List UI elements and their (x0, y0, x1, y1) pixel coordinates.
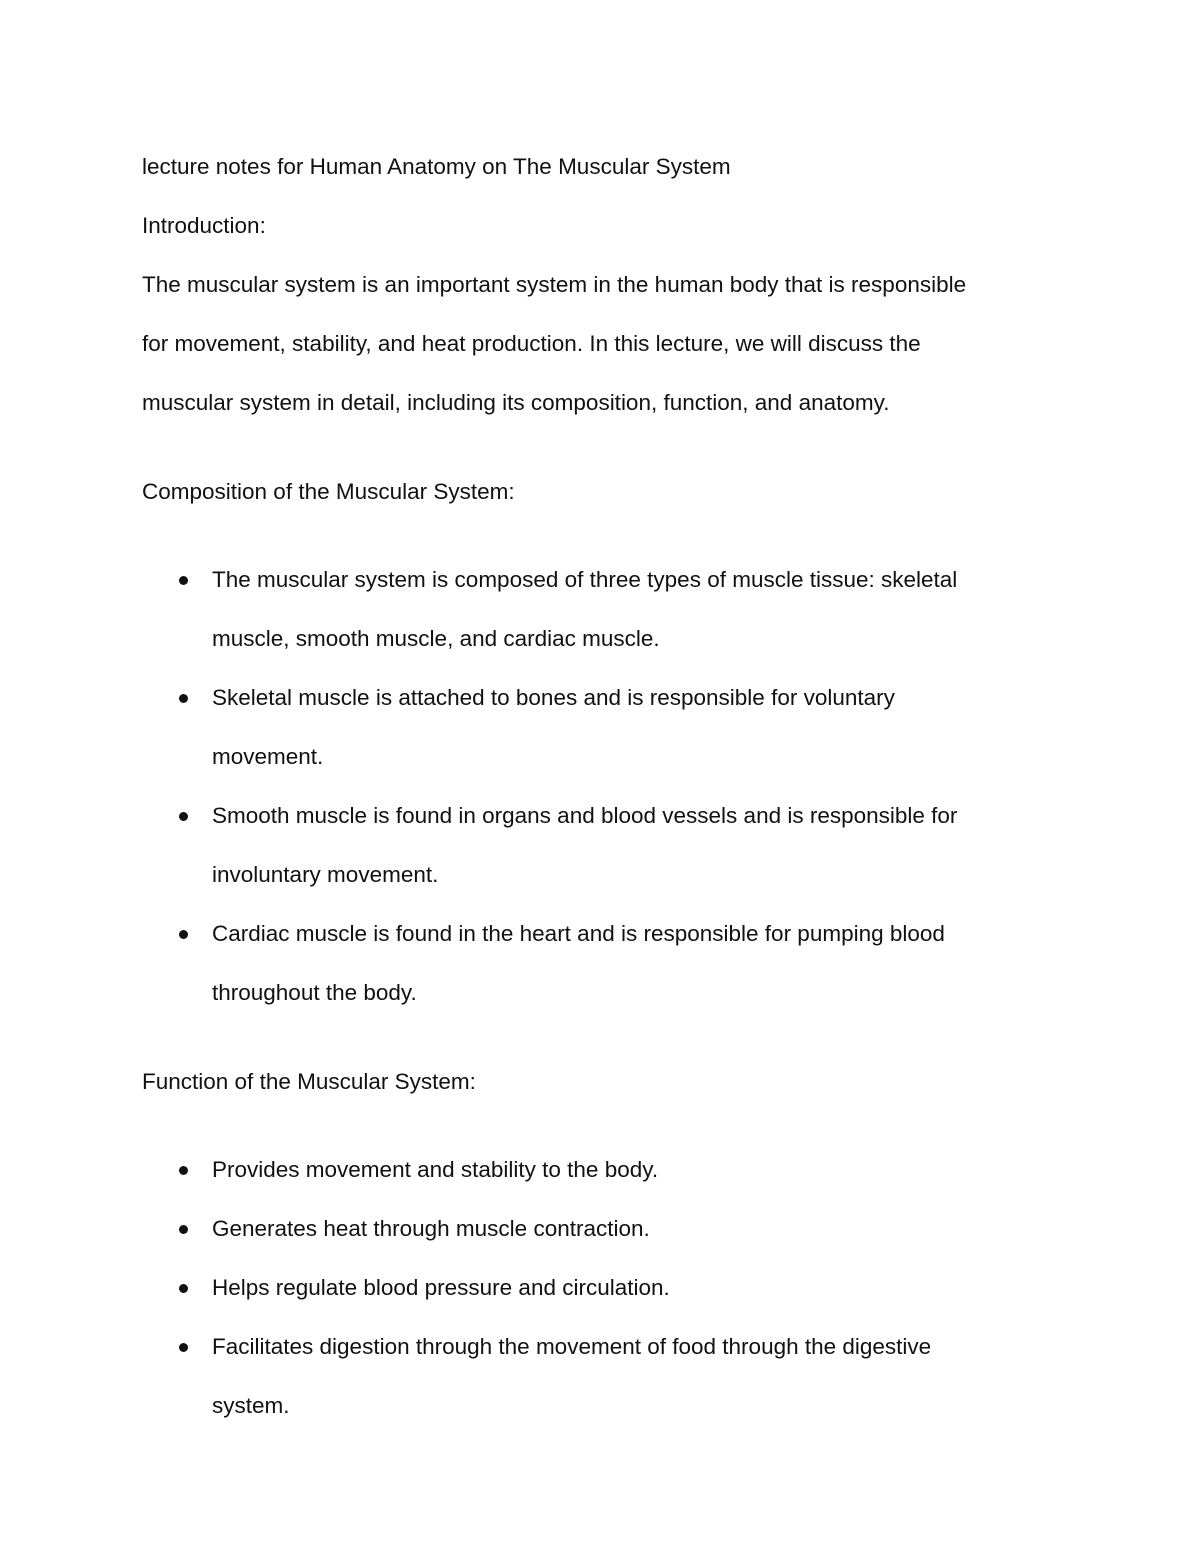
document-body (142, 137, 1082, 1435)
spacer (142, 1111, 1082, 1140)
list-item (142, 668, 1082, 786)
bullet-dot-icon (179, 812, 188, 821)
list-item-text: Generates heat through muscle contraction. (212, 1216, 650, 1241)
intro-heading: Introduction: (142, 213, 266, 238)
bullet-dot-icon (179, 576, 188, 585)
list-item-text: muscle, smooth muscle, and cardiac muscle. (212, 626, 660, 651)
composition-heading: Composition of the Muscular System: (142, 479, 515, 504)
list-item-text: Helps regulate blood pressure and circulation. (212, 1275, 670, 1300)
intro-line: The muscular system is an important system in the human body that is responsible (142, 272, 967, 297)
bullet-dot-icon (179, 930, 188, 939)
list-item-text: involuntary movement. (212, 862, 439, 887)
list-item (142, 904, 1082, 1022)
document-title: lecture notes for Human Anatomy on The Muscular System (142, 154, 731, 179)
intro-line: for movement, stability, and heat production. In this lecture, we will discuss the (142, 331, 921, 356)
bullet-dot-icon (179, 1166, 188, 1175)
function-heading: Function of the Muscular System: (142, 1069, 476, 1094)
spacer (142, 521, 1082, 550)
list-item (142, 550, 1082, 668)
list-item-text: throughout the body. (212, 980, 417, 1005)
list-item (142, 1258, 1082, 1317)
list-item-text: Skeletal muscle is attached to bones and is responsible for voluntary (212, 685, 895, 710)
list-item-text: The muscular system is composed of three types of muscle tissue: skeletal (212, 567, 958, 592)
list-item-text: movement. (212, 744, 324, 769)
bullet-dot-icon (179, 1284, 188, 1293)
bullet-dot-icon (179, 1225, 188, 1234)
bullet-dot-icon (179, 1343, 188, 1352)
bullet-dot-icon (179, 694, 188, 703)
list-item-text: Facilitates digestion through the movement of food through the digestive (212, 1334, 932, 1359)
list-item-text: system. (212, 1393, 290, 1418)
list-item-text: Smooth muscle is found in organs and blood vessels and is responsible for (212, 803, 958, 828)
list-item (142, 1199, 1082, 1258)
list-item-text: Provides movement and stability to the body. (212, 1157, 659, 1182)
list-item-text: Cardiac muscle is found in the heart and is responsible for pumping blood (212, 921, 945, 946)
intro-line: muscular system in detail, including its composition, function, and anatomy. (142, 390, 890, 415)
list-item (142, 1317, 1082, 1435)
spacer (142, 1022, 1082, 1052)
list-item (142, 786, 1082, 904)
list-item (142, 1140, 1082, 1199)
function-list (142, 1140, 1082, 1435)
intro-paragraph (142, 255, 1082, 432)
spacer (142, 432, 1082, 462)
composition-list (142, 550, 1082, 1022)
